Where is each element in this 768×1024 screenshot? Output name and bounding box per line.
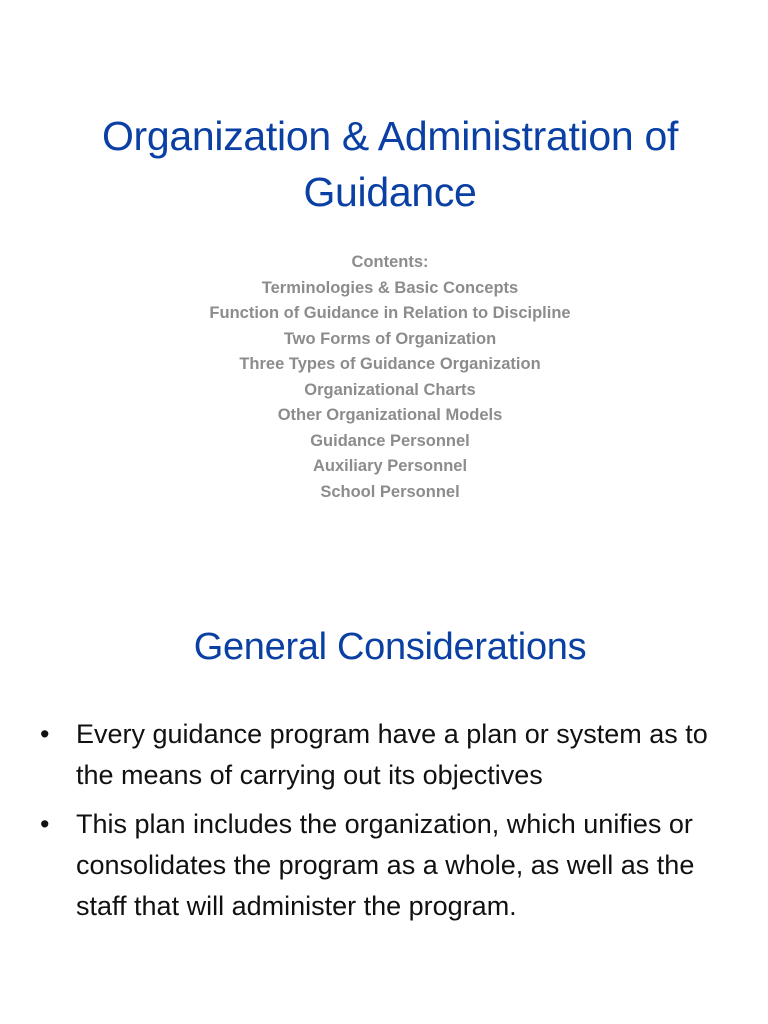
bullet-icon: • (40, 719, 50, 749)
bullet-item (38, 714, 728, 796)
contents-item: Auxiliary Personnel (312, 457, 468, 475)
contents-item: Other Organizational Models (277, 406, 503, 424)
contents-heading: Contents: (351, 253, 429, 271)
contents-list (40, 250, 740, 505)
contents-item: Guidance Personnel (310, 431, 470, 450)
contents-item: Three Types of Guidance Organization (239, 355, 541, 373)
bullet-text: Every guidance program have a plan or system as to the means of carrying out its objectives (76, 719, 708, 790)
contents-item: Two Forms of Organization (283, 329, 497, 348)
bullet-item (38, 804, 728, 927)
contents-item: Terminologies & Basic Concepts (261, 278, 519, 297)
bullet-icon: • (40, 809, 50, 839)
slide-title-heading: Organization & Administration of Guidance (101, 113, 679, 215)
contents-item: School Personnel (320, 482, 460, 501)
contents-item: Function of Guidance in Relation to Discipline (209, 304, 571, 322)
bullet-text: This plan includes the organization, which unifies or consolidates the program as a whole, as well as the staff that will administer the program. (76, 809, 695, 921)
slide-general-considerations (0, 540, 768, 1024)
slide-heading: General Considerations (193, 626, 587, 668)
contents-item: Organizational Charts (304, 380, 476, 399)
bullet-list (38, 714, 728, 935)
